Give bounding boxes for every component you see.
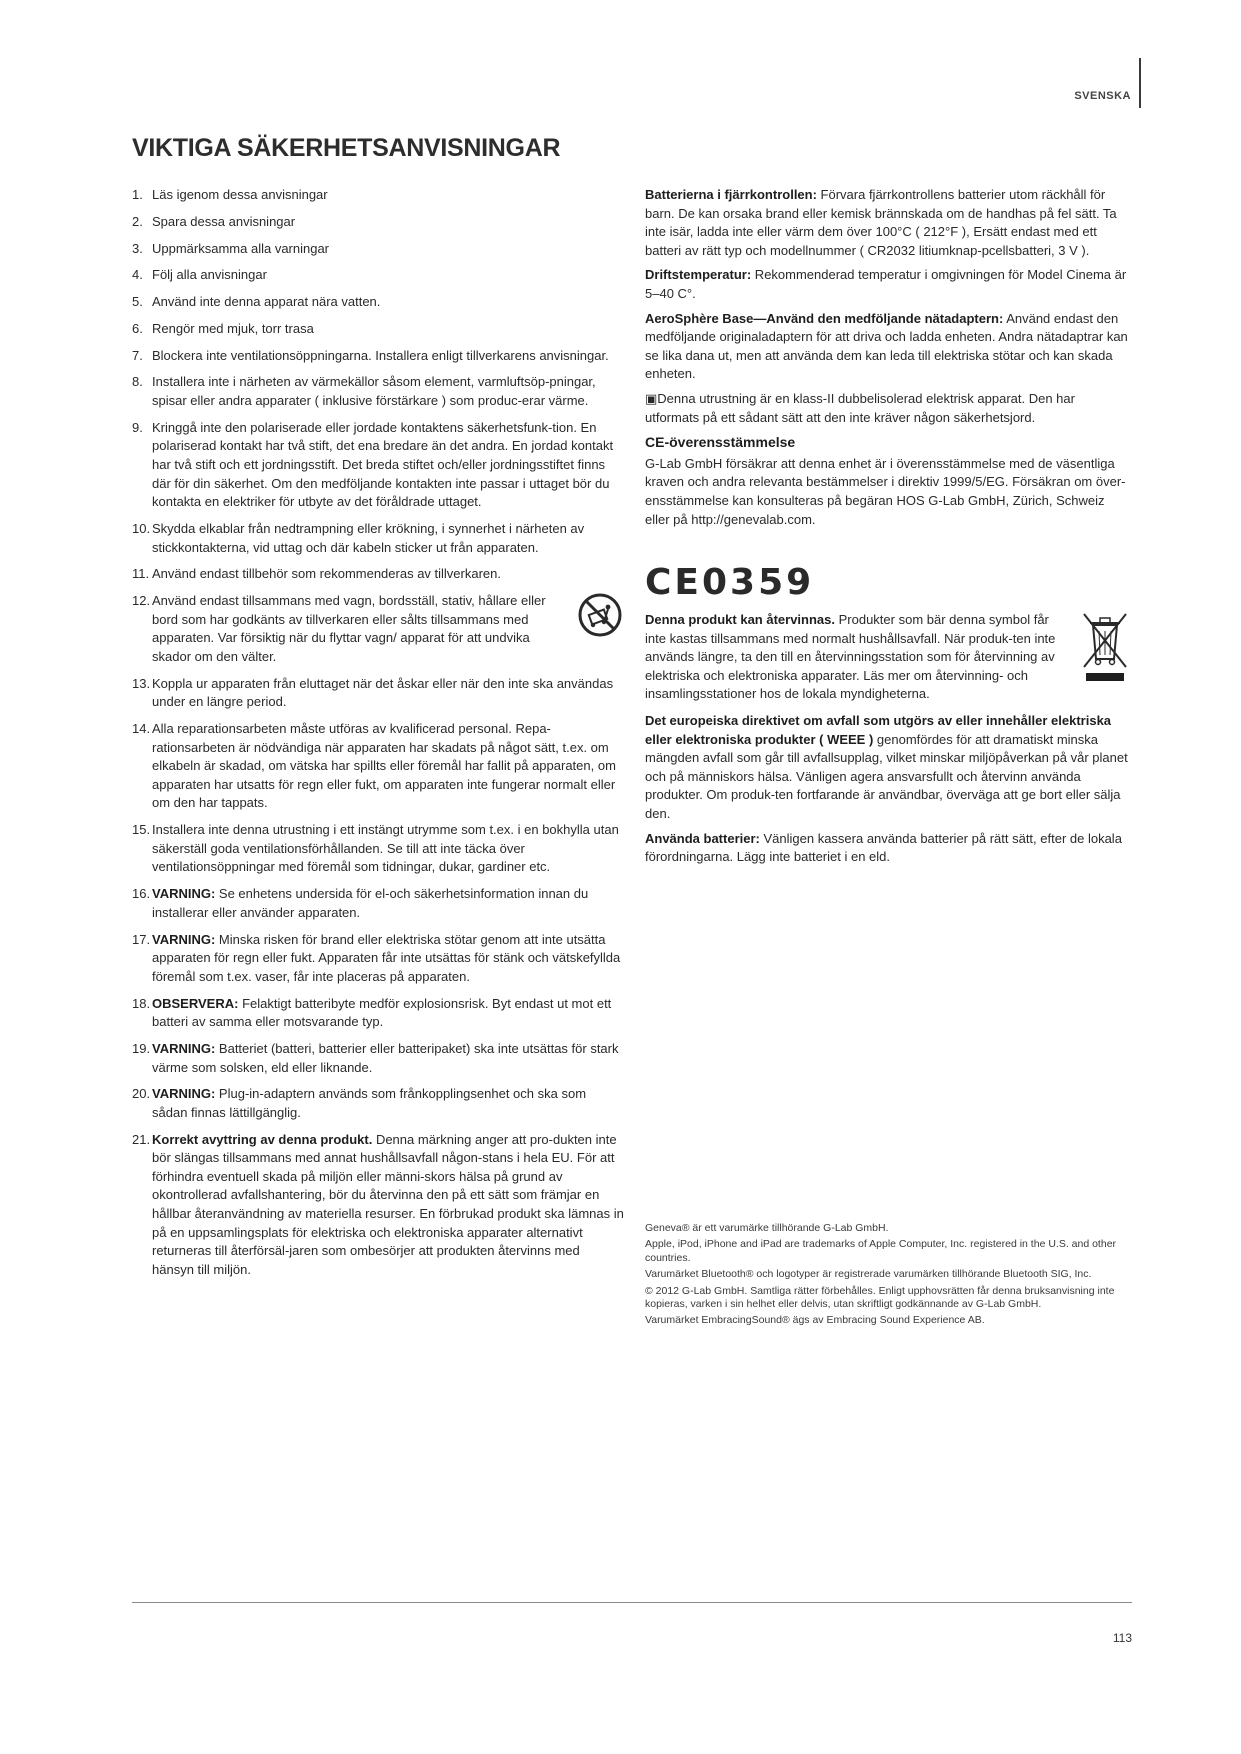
list-item: 5. Använd inte denna apparat nära vatten.	[132, 294, 381, 310]
list-item: 15. Installera inte denna utrustning i ett instängt utrymme som t.ex. i en bokhylla utan säkerställ goda ventilationsförhållanden. Se till att inte täcka över ventilationsöppningar med föremål som tidningar, dukar, gardiner etc.	[132, 822, 619, 875]
list-item: 2. Spara dessa anvisningar	[132, 213, 296, 229]
footnote: Geneva® är ett varumärke tillhörande G-Lab GmbH.	[645, 1222, 889, 1234]
language-tab	[1045, 58, 1141, 108]
operating-temperature: Driftstemperatur: Rekommenderad temperatur i omgivningen för Model Cinema är 5–40 C°.	[645, 267, 1127, 301]
list-item: 7. Blockera inte ventilationsöppningarna. Installera enligt tillverkarens anvisningar.	[132, 347, 609, 363]
footnote: Varumärket Bluetooth® och logotyper är registrerade varumärken tillhörande Bluetooth SIG, Inc.	[645, 1268, 1092, 1281]
list-item: 9. Kringgå inte den polariserade eller jordade kontaktens säkerhetsfunk-tion. En polariserad kontakt har två stift, det ena bredare än det andra. En jordad kontakt har två stift och ett jordningsstift. Det breda stiftet och/eller jordningsstiftet finns där för din säkerhet. Om den medföljande kontakten inte passar i uttaget bör du kontakta en elektriker för utbyte av det föråldrade uttaget.	[132, 419, 614, 510]
adapter-warning: AeroSphère Base—Använd den medföljande nätadaptern: Använd endast den medföljande originaladaptern för att driva och ladda enheten. Andra nätadaptrar kan se lika dana ut, men att använda dem kan leda till elektriska stötar och kan skada enheten.	[645, 310, 1128, 382]
list-item: 17. VARNING: Minska risken för brand eller elektriska stötar genom att inte utsätta apparaten för regn eller fukt. Apparaten får inte utsättas för stänk och vätskefyllda föremål som t.ex. vaser, får inte placeras på apparaten.	[132, 931, 621, 984]
page-title: VIKTIGA SÄKERHETSANVISNINGAR	[132, 134, 561, 162]
weee-directive: Det europeiska direktivet om avfall som utgörs av eller innehåller elektriska eller elektroniska produkter ( WEEE ) genomfördes för att dramatiskt minska mängden avfall som går till avfallsupplag, vilket minskar miljöpåverkan på vår planet och på människors hälsa. Vänligen agera ansvarsfullt och återvinn använda produkter. Om produk-ten fortfarande är användbar, överväga att ge bort eller sälja den.	[645, 713, 1128, 822]
list-item: 12. Använd endast tillsammans med vagn, bordsställ, stativ, hållare eller bord som har godkänts av tillverkaren eller sålts tillsammans med apparaten. Var försiktig när du flyttar vagn/ apparat för att undvika skador om den välter.	[132, 592, 625, 666]
ce-declaration: G-Lab GmbH försäkrar att denna enhet är i överensstämmelse med de väsentliga kraven och andra relevanta bestämmelser i direktiv 1999/5/EG. Försäkran om över-ensstämmelse kan konsulteras på begäran HOS G-Lab GmbH, Zürich, Schweiz eller på http://genevalab.com.	[645, 455, 1126, 527]
battery-warning: Batterierna i fjärrkontrollen: Förvara fjärrkontrollens batterier utom räckhåll för barn. De kan orsaka brand eller kemisk brännskada om de handhas på fel sätt. Ta inte isär, ladda inte eller värm dem över 100°C ( 212°F ), Ersätt endast med ett batteri av rätt typ och modellnummer ( CR2032 litiumknap-pcellsbatteri, 3 V ).	[645, 187, 1117, 258]
list-item: 4. Följ alla anvisningar	[132, 267, 267, 283]
used-batteries: Använda batterier: Vänligen kassera använda batterier på rätt sätt, efter de lokala förordningarna. Lägg inte batteriet i en eld.	[645, 830, 1122, 865]
list-item: 21. Korrekt avyttring av denna produkt. Denna märkning anger att pro-dukten inte bör slängas tillsammans med annat hushållsavfall någon-stans i hela EU. För att förhindra eventuell skada på miljön eller männi-skors hälsa på grund av okontrollerad avfallshantering, bör du återvinna den på ett sätt som främjar en hållbar återanvändning av materiella resurser. En förbrukad produkt ska lämnas in på en uppsamlingsplats för elektriska och elektroniska apparater alternativt returneras till återförsäl-jaren som ombesörjer att produkten återvinns med hänsyn till miljön.	[132, 1131, 624, 1277]
list-item: 14. Alla reparationsarbeten måste utföras av kvalificerad personal. Repa-rationsarbeten är nödvändiga när apparaten har skadats på något sätt, t.ex. om elkabeln är skadad, om vätska har spillts eller föremål har fallit på apparaten, om apparaten har utsatts för regn eller fukt, om apparaten inte fungerar normalt eller om den har tappats.	[132, 721, 616, 811]
list-item: 16. VARNING: Se enhetens undersida för el-och säkerhetsinformation innan du installerar eller använder apparaten.	[132, 886, 589, 920]
footnote: Varumärket EmbracingSound® ägs av Embracing Sound Experience AB.	[645, 1314, 985, 1327]
list-item: 8. Installera inte i närheten av värmekällor såsom element, varmluftsöp-pningar, spisar eller andra apparater ( inklusive förstärkare ) som produc-erar värme.	[132, 374, 596, 409]
cart-tip-warning-icon	[577, 592, 625, 666]
trademark-footnotes	[645, 1222, 1132, 1331]
list-item: 20. VARNING: Plug-in-adaptern används som frånkopplingsenhet och ska som sådan finnas lättillgänglig.	[132, 1086, 587, 1120]
footnote: Apple, iPod, iPhone and iPad are trademarks of Apple Computer, Inc. registered in the U.S. and other countries.	[645, 1238, 1117, 1264]
class-ii-notice: ▣Denna utrustning är en klass-II dubbelisolerad elektrisk apparat. Den har utformats på ett sådant sätt att den inte kräver någon säkerhetsjord.	[645, 390, 1075, 425]
list-item: 13. Koppla ur apparaten från eluttaget när det åskar eller när den inte ska användas under en längre period.	[132, 675, 614, 710]
list-item: 1. Läs igenom dessa anvisningar	[132, 187, 328, 202]
safety-instruction-list	[132, 186, 625, 1288]
footnote: © 2012 G-Lab GmbH. Samtliga rätter förbehålles. Enligt upphovsrätten får denna bruksanvisning inte kopieras, varken i sin helhet eller delvis, utan skriftligt godkännande av G-Lab GmbH.	[645, 1284, 1115, 1311]
regulatory-column	[645, 186, 1132, 873]
list-item: 18. OBSERVERA: Felaktigt batteribyte medför explosionsrisk. Byt endast ut mot ett batteri av samma eller motsvarande typ.	[132, 995, 612, 1030]
recycling-notice: Denna produkt kan återvinnas. Produkter som bär denna symbol får inte kastas tillsammans med normalt hushållsavfall. När produk-ten inte används längre, ta den till en återvinningsstation som för återvinning av elektriska och elektroniska apparater. Läs mer om återvinning- och insamlingsstationer hos de lokala myndigheterna.	[645, 611, 1132, 704]
list-item: 19. VARNING: Batteriet (batteri, batterier eller batteripaket) ska inte utsättas för stark värme som solsken, eld eller liknande.	[132, 1040, 619, 1075]
list-item: 10. Skydda elkablar från nedtrampning eller krökning, i synnerhet i närheten av stickkontakterna, vid uttag och där kabeln sticker ut från apparaten.	[132, 521, 585, 555]
page-number: 113	[1112, 1631, 1132, 1645]
crossed-bin-icon	[1080, 611, 1132, 704]
language-label: SVENSKA	[1074, 90, 1131, 102]
list-item: 3. Uppmärksamma alla varningar	[132, 240, 330, 256]
ce-mark-icon: CE0359	[645, 562, 815, 604]
ce-heading: CE-överensstämmelse	[645, 434, 796, 451]
double-insulation-icon: ▣	[645, 390, 658, 406]
list-item: 6. Rengör med mjuk, torr trasa	[132, 320, 314, 336]
list-item: 11. Använd endast tillbehör som rekommenderas av tillverkaren.	[132, 566, 502, 582]
footer-divider	[132, 1602, 1132, 1603]
